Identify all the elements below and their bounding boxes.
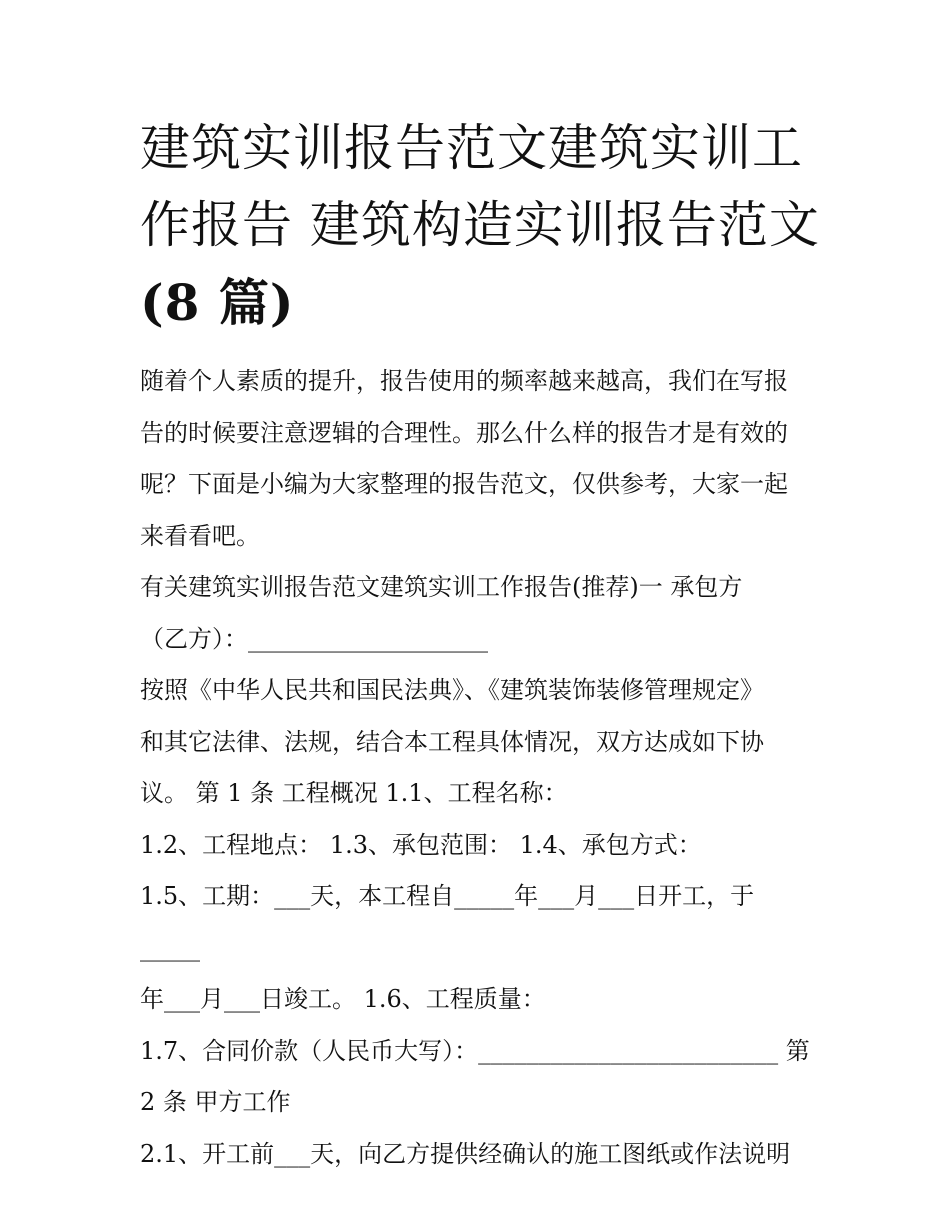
title-line-3: (8 篇)	[140, 273, 295, 332]
title-line-1: 建筑实训报告范文建筑实训工	[140, 119, 803, 177]
body-line: 1.5、工期：___天，本工程自_____年___月___日开工，于_____	[140, 882, 755, 962]
body-line: 有关建筑实训报告范文建筑实训工作报告(推荐)一 承包方	[140, 573, 743, 601]
body-line: 1.7、合同价款（人民币大写）：_________________________ 第	[140, 1036, 810, 1065]
body-line: 来看看吧。	[140, 521, 260, 550]
body-line: 随着个人素质的提升，报告使用的频率越来越高，我们在写报	[140, 367, 788, 395]
title-line-2: 作报告 建筑构造实训报告范文	[140, 196, 820, 254]
document-body	[140, 356, 812, 1180]
body-line: 议。 第 1 条 工程概况 1.1、工程名称：	[140, 779, 568, 807]
body-line: 和其它法律、法规，结合本工程具体情况，双方达成如下协	[140, 727, 764, 756]
document-title	[140, 110, 820, 341]
body-line: 呢？下面是小编为大家整理的报告范文，仅供参考，大家一起	[140, 470, 788, 498]
body-line: 1.2、工程地点： 1.3、承包范围： 1.4、承包方式：	[140, 830, 702, 859]
body-line: 2 条 甲方工作	[140, 1088, 291, 1116]
body-line: 告的时候要注意逻辑的合理性。那么什么样的报告才是有效的	[140, 418, 788, 447]
body-line: （乙方）：____________________	[140, 624, 488, 653]
body-line: 按照《中华人民共和国民法典》、《建筑装饰装修管理规定》	[140, 676, 764, 704]
body-line: 年___月___日竣工。 1.6、工程质量：	[140, 985, 546, 1013]
body-line: 2.1、开工前___天，向乙方提供经确认的施工图纸或作法说明	[140, 1139, 791, 1168]
